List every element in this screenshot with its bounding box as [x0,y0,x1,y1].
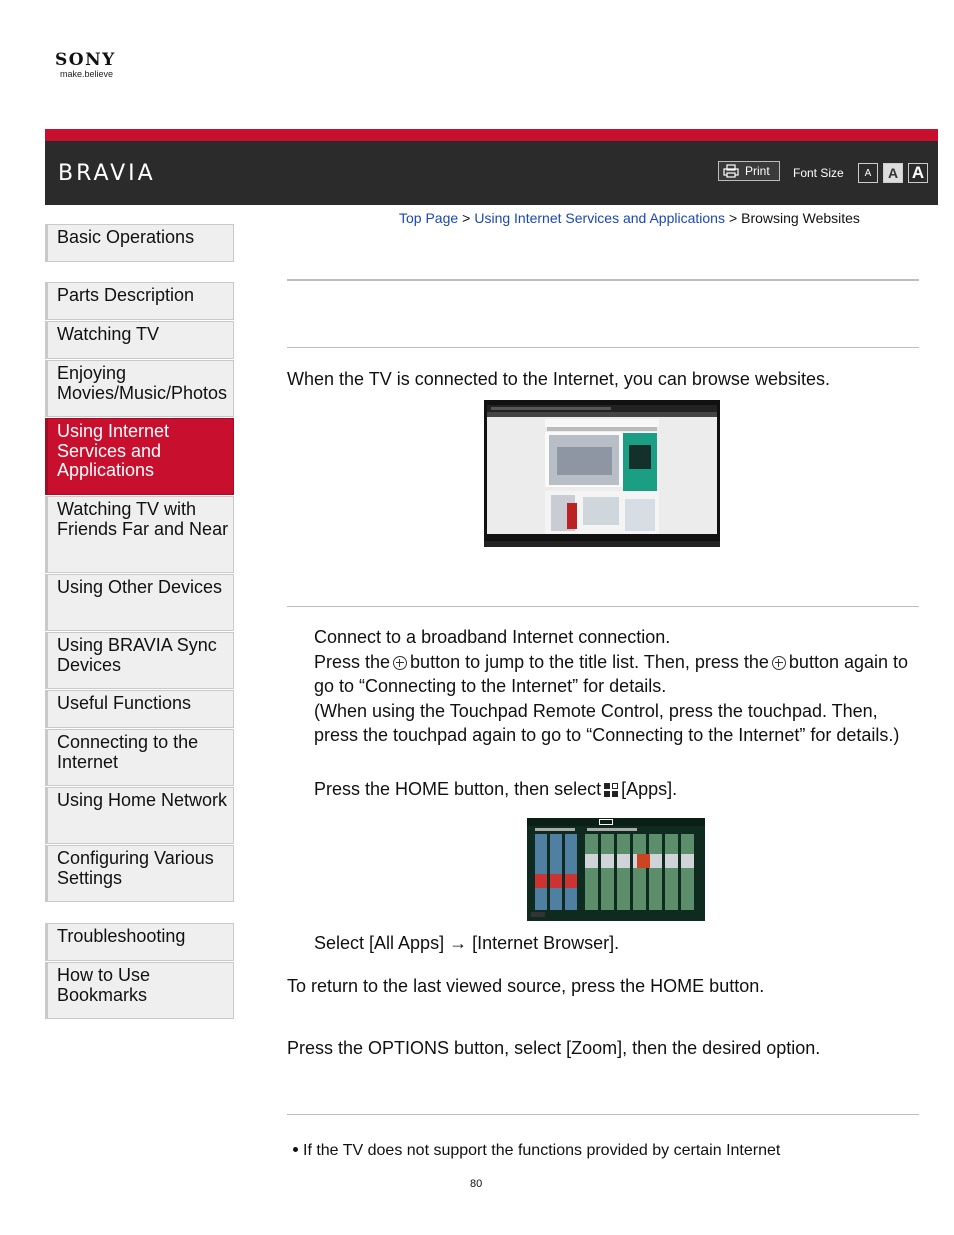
page-number: 80 [470,1178,483,1190]
sidebar-item-home-network[interactable]: Using Home Network [45,787,234,844]
sidebar-item-watching-with-friends[interactable]: Watching TV with Friends Far and Near [45,496,234,573]
sidebar-item-basic-operations[interactable]: Basic Operations [45,224,234,262]
sidebar-item-enjoying-media[interactable]: Enjoying Movies/Music/Photos [45,360,234,417]
step-3: Select [All Apps] → [Internet Browser]. [314,933,620,953]
divider [287,1114,919,1115]
bullet-icon [293,1147,298,1152]
breadcrumb-internet-services[interactable]: Using Internet Services and Applications [474,210,725,226]
divider [287,606,919,607]
step-2-text-b: [Apps]. [621,779,678,799]
sidebar-item-connecting-internet[interactable]: Connecting to the Internet [45,729,234,786]
breadcrumb-current: Browsing Websites [741,210,860,226]
tv-apps-screenshot [527,818,705,921]
step-2-text-a: Press the HOME button, then select [314,779,602,799]
note-item [293,1142,780,1160]
step-1-detail [314,650,919,699]
breadcrumb-top-page[interactable]: Top Page [399,210,459,226]
step-1-detail-a: Press the [314,651,391,672]
printer-icon [723,164,739,178]
apps-icon [604,783,618,797]
breadcrumb-separator: > [728,210,738,226]
intro-text: When the TV is connected to the Internet, you can browse websites. [287,369,830,389]
tv-stand [484,541,720,547]
step-1-text: Connect to a broadband Internet connection. [314,627,671,647]
zoom-text: Press the OPTIONS button, select [Zoom], then the desired option. [287,1038,821,1058]
note-text: If the TV does not support the functions provided by certain Internet [303,1142,781,1159]
divider [287,347,919,348]
jump-button-icon [393,656,407,670]
print-label: Print [745,164,770,178]
sidebar-item-internet-services[interactable]: Using Internet Services and Applications [45,418,234,495]
sidebar-item-parts-description[interactable]: Parts Description [45,282,234,320]
sidebar-item-troubleshooting[interactable]: Troubleshooting [45,923,234,961]
font-size-large-button[interactable]: A [908,163,928,183]
font-size-medium-button[interactable]: A [883,163,903,183]
step-2 [314,777,677,802]
step-1-detail-c: button again to go to “Connecting to the Internet” for details. [314,651,909,696]
sidebar-item-watching-tv[interactable]: Watching TV [45,321,234,359]
return-text: To return to the last viewed source, press the HOME button. [287,976,765,996]
breadcrumb-separator: > [462,210,471,226]
bravia-logo: BRAVIA [58,161,156,186]
divider [287,279,919,281]
sidebar-item-configuring-settings[interactable]: Configuring Various Settings [45,845,234,902]
font-size-label: Font Size [793,166,844,180]
breadcrumb [399,210,860,226]
tagline: make.believe [60,69,114,79]
font-size-small-button[interactable]: A [858,163,878,183]
sony-logo: SONY [55,50,116,70]
step-1 [314,625,919,748]
step-1-detail-b: button to jump to the title list. Then, press the [410,651,769,672]
sidebar-item-bookmarks[interactable]: How to Use Bookmarks [45,962,234,1019]
browser-screen [487,405,717,534]
sidebar-item-bravia-sync[interactable]: Using BRAVIA Sync Devices [45,632,234,689]
print-button[interactable] [718,161,780,181]
sidebar-item-other-devices[interactable]: Using Other Devices [45,574,234,631]
header-accent-bar [45,129,938,141]
sidebar-item-useful-functions[interactable]: Useful Functions [45,690,234,728]
jump-button-icon [772,656,786,670]
step-1-touchpad-note: (When using the Touchpad Remote Control, press the touchpad. Then, press the touchpad again to go to “Connecting to the Internet” for details.) [314,700,900,745]
tv-browser-screenshot [484,400,720,547]
